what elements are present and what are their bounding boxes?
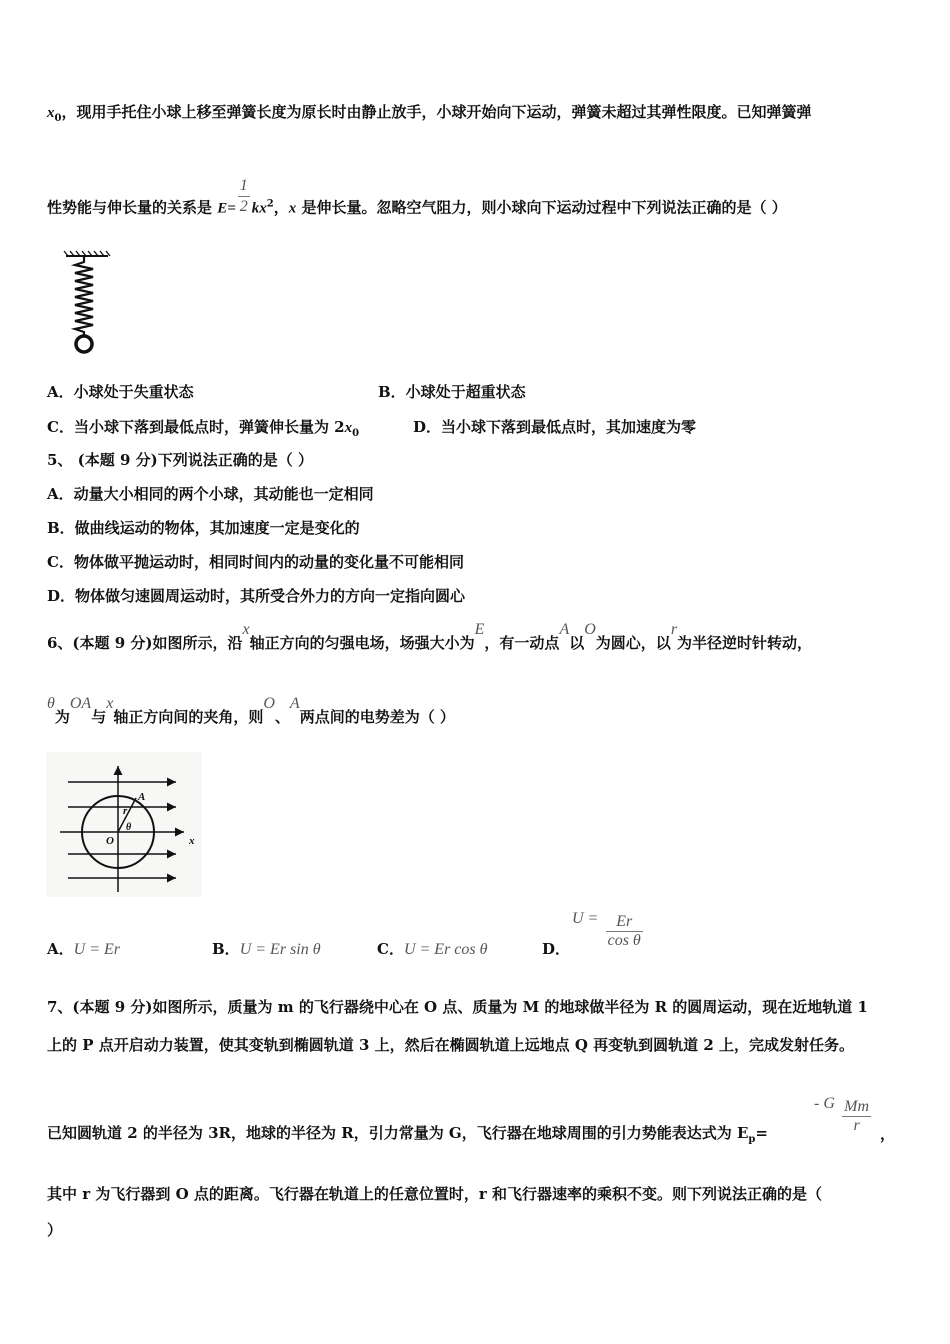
q5-stem: 5、 (本题 9 分)下列说法正确的是（ ） — [47, 451, 313, 469]
q4-option-b: B．小球处于超重状态 — [378, 383, 526, 401]
q5-option-c: C．物体做平抛运动时，相同时间内的动量的变化量不可能相同 — [47, 553, 464, 571]
q6-option-b: B．U = Er sin θ — [212, 940, 321, 958]
q7-line-3-end: ， — [880, 1125, 896, 1143]
q7-line-4: 其中 r 为飞行器到 O 点的距离。飞行器在轨道上的任意位置时，r 和飞行器速率的乘积不变。则下列说法正确的是（ — [47, 1185, 822, 1203]
q7-line-1: 7、(本题 9 分)如图所示，质量为 m 的飞行器绕中心在 O 点、质量为 M 的地球做半径为 R 的圆周运动，现在近地轨道 1 — [47, 998, 868, 1016]
q6-line-1: 6、(本题 9 分)如图所示，沿x轴正方向的匀强电场，场强大小为E，有一动点A以O为圆心，以r为半径逆时针转动， — [47, 621, 813, 652]
q4-line-2: 性势能与伸长量的关系是 E= $\frac{1}{2}$ $kx^2$，x 是伸长量。忽略空气阻力，则小球向下运动过程中下列说法正确的是（ ） — [47, 177, 787, 217]
electric-field-figure — [46, 752, 206, 897]
q4-option-c: C．当小球下落到最低点时，弹簧伸长量为 $2x_0$ — [47, 418, 360, 439]
q4-option-d: D．当小球下落到最低点时，其加速度为零 — [413, 418, 697, 436]
q4-line-1: $x_0$，现用手托住小球上移至弹簧长度为原长时由静止放手，小球开始向下运动，弹簧未超过其弹性限度。已知弹簧弹 — [47, 103, 812, 124]
fig-label-theta: θ — [126, 822, 132, 833]
q6-option-d: D． — [542, 940, 571, 958]
q7-line-5: ） — [47, 1221, 63, 1239]
q7-potential-formula: - G $\frac{Mm}{r}$ — [814, 1095, 870, 1134]
q5-option-a: A．动量大小相同的两个小球，其动能也一定相同 — [47, 485, 374, 503]
q5-option-b: B．做曲线运动的物体，其加速度一定是变化的 — [47, 519, 360, 537]
half-fraction: $\frac{1}{2}$ — [239, 177, 248, 215]
q5-option-d: D．物体做匀速圆周运动时，其所受合外力的方向一定指向圆心 — [47, 587, 466, 605]
fig-label-o: O — [106, 835, 114, 847]
fig-label-x: x — [189, 835, 195, 847]
fig-label-a: A — [138, 791, 146, 803]
q6-option-a: A．U = Er — [47, 940, 120, 958]
spring-figure — [62, 250, 112, 360]
q7-line-2: 上的 P 点开启动力装置，使其变轨到椭圆轨道 3 上，然后在椭圆轨道上远地点 Q 再变轨到圆轨道 2 上，完成发射任务。 — [47, 1036, 855, 1054]
q6-line-2: θ为OA与x轴正方向间的夹角，则O、A两点间的电势差为（ ） — [47, 695, 455, 726]
q6-option-c: C．U = Er cos θ — [377, 940, 488, 958]
q7-line-3: 已知圆轨道 2 的半径为 3R，地球的半径为 R，引力常量为 G，飞行器在地球周围的引力势能表达式为 $E_p=$ — [47, 1124, 768, 1145]
q4-option-a: A．小球处于失重状态 — [47, 383, 194, 401]
fig-label-r: r — [123, 805, 128, 817]
q6-option-d-formula: U = $\frac{Er}{\text{cos θ}}$ — [572, 910, 641, 949]
